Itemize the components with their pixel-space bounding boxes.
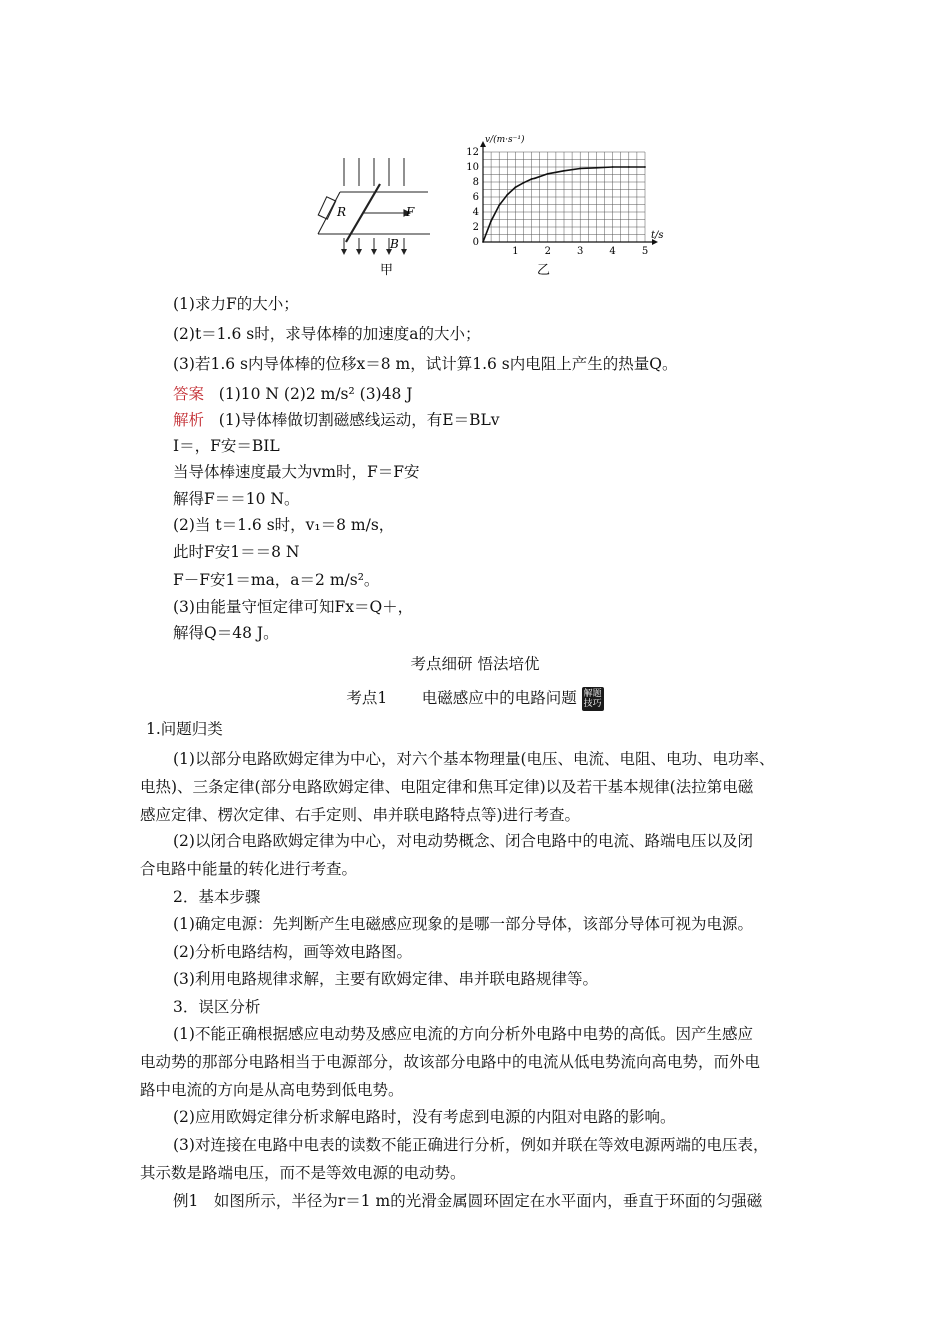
x-tick-label: 1: [512, 246, 519, 257]
data-point: [506, 194, 508, 196]
mistake-3-line-1: (3)对连接在电路中电表的读数不能正确进行分析，例如并联在等效电源两端的电压表，: [173, 1136, 769, 1154]
y-tick-label: 4: [472, 207, 479, 218]
data-point: [644, 166, 646, 168]
analysis-line-8: (3)由能量守恒定律可知Fx＝Q＋，: [173, 598, 414, 616]
heading-3: 3．误区分析: [173, 998, 261, 1016]
analysis-line-3: 当导体棒速度最大为vm时，F＝F安: [173, 463, 420, 481]
step-1: (1)确定电源：先判断产生电磁感应现象的是哪一部分导体，该部分导体可视为电源。: [173, 915, 753, 933]
data-point: [563, 170, 565, 172]
data-point: [534, 177, 536, 179]
x-axis-label: t/s: [651, 230, 664, 241]
mistake-1-line-2: 电动势的那部分电路相当于电源部分，故该部分电路中的电流从低电势流向高电势，而外电: [140, 1053, 761, 1071]
x-tick-label: 2: [544, 246, 551, 257]
answer-label: 答案: [173, 385, 205, 403]
data-point: [579, 168, 581, 170]
mistake-1-line-3: 路中电流的方向是从高电势到低电势。: [140, 1081, 404, 1099]
step-3: (3)利用电路规律求解，主要有欧姆定律、串并联电路规律等。: [173, 970, 598, 988]
question-3: (3)若1.6 s内导体棒的位移x＝8 m，试计算1.6 s内电阻上产生的热量Q。: [173, 355, 678, 373]
data-point: [596, 167, 598, 169]
y-axis-label: v/(m·s⁻¹): [485, 135, 525, 145]
topic-prefix: 考点1: [346, 689, 388, 707]
analysis-label: 解析: [173, 411, 205, 429]
heading-1: 1.问题归类: [146, 720, 223, 738]
analysis-line-6: 此时F安1＝＝8 N: [173, 543, 300, 561]
para-1-line-2: 电热)、三条定律(部分电路欧姆定律、电阻定律和焦耳定律)以及若干基本规律(法拉第电磁: [140, 778, 754, 796]
y-tick-label: 2: [472, 222, 479, 233]
analysis-line: [173, 410, 500, 430]
para-2-line-1: (2)以闭合电路欧姆定律为中心，对电动势概念、闭合电路中的电流、路端电压以及闭: [173, 832, 753, 850]
analysis-text: (1)导体棒做切割磁感线运动，有E＝BLv: [218, 411, 500, 429]
data-point: [531, 178, 533, 180]
para-2-line-2: 合电路中能量的转化进行考查。: [140, 860, 358, 878]
data-point: [482, 241, 484, 243]
force-label: F: [406, 205, 415, 219]
para-1-line-1: (1)以部分电路欧姆定律为中心，对六个基本物理量(电压、电流、电阻、电功、电功率、: [173, 750, 775, 768]
section-title: 考点细研 悟法培优: [410, 655, 540, 673]
topic-title: 电磁感应中的电路问题: [421, 689, 577, 707]
y-tick-label: 8: [472, 177, 479, 188]
field-label: B: [390, 237, 399, 251]
example-1: 例1 如图所示，半径为r＝1 m的光滑金属圆环固定在水平面内，垂直于环面的匀强磁: [173, 1192, 763, 1210]
circuit-diagram: [300, 134, 664, 284]
figure-jia-caption: 甲: [380, 263, 394, 278]
data-point: [490, 220, 492, 222]
y-tick-label: 6: [472, 192, 479, 203]
answer-text: (1)10 N (2)2 m/s² (3)48 J: [218, 385, 413, 403]
y-tick-label: 10: [466, 162, 479, 173]
x-tick-label: 5: [641, 246, 649, 257]
analysis-line-4: 解得F＝＝10 N。: [173, 490, 300, 508]
y-tick-label: 0: [472, 237, 479, 248]
vt-graph: [466, 134, 663, 257]
data-point: [523, 182, 525, 184]
question-1: (1)求力F的大小；: [173, 295, 299, 313]
data-point: [547, 173, 549, 175]
data-point: [612, 166, 614, 168]
mistake-2: (2)应用欧姆定律分析求解电路时，没有考虑到电源的内阻对电路的影响。: [173, 1108, 676, 1126]
x-tick-label: 3: [577, 246, 584, 257]
mistake-1-line-1: (1)不能正确根据感应电动势及感应电流的方向分析外电路中电势的高低。因产生感应: [173, 1025, 753, 1043]
topic-heading: [0, 686, 950, 711]
solution-tips-badge: 解题 技巧: [583, 689, 602, 709]
step-2: (2)分析电路结构，画等效电路图。: [173, 943, 412, 961]
para-1-line-3: 感应定律、楞次定律、右手定则、串并联电路特点等)进行考查。: [140, 806, 581, 824]
figure-area: [300, 134, 664, 284]
heading-2: 2．基本步骤: [173, 888, 261, 906]
analysis-line-7: F－F安1＝ma，a＝2 m/s²。: [173, 571, 380, 589]
resistor-label: R: [337, 205, 347, 219]
analysis-line-5: (2)当 t＝1.6 s时，v₁＝8 m/s，: [173, 516, 395, 534]
data-point: [628, 166, 630, 168]
question-2: (2)t＝1.6 s时，求导体棒的加速度a的大小；: [173, 325, 481, 343]
x-tick-label: 4: [609, 246, 616, 257]
answer-line: [173, 384, 412, 404]
analysis-line-9: 解得Q＝48 J。: [173, 624, 279, 642]
figure-yi-caption: 乙: [537, 263, 551, 278]
data-point: [515, 186, 517, 188]
data-point: [498, 204, 500, 206]
y-tick-label: 12: [466, 147, 479, 158]
mistake-3-line-2: 其示数是路端电压，而不是等效电源的电动势。: [140, 1164, 466, 1182]
analysis-line-2: I＝，F安＝BIL: [173, 437, 280, 455]
